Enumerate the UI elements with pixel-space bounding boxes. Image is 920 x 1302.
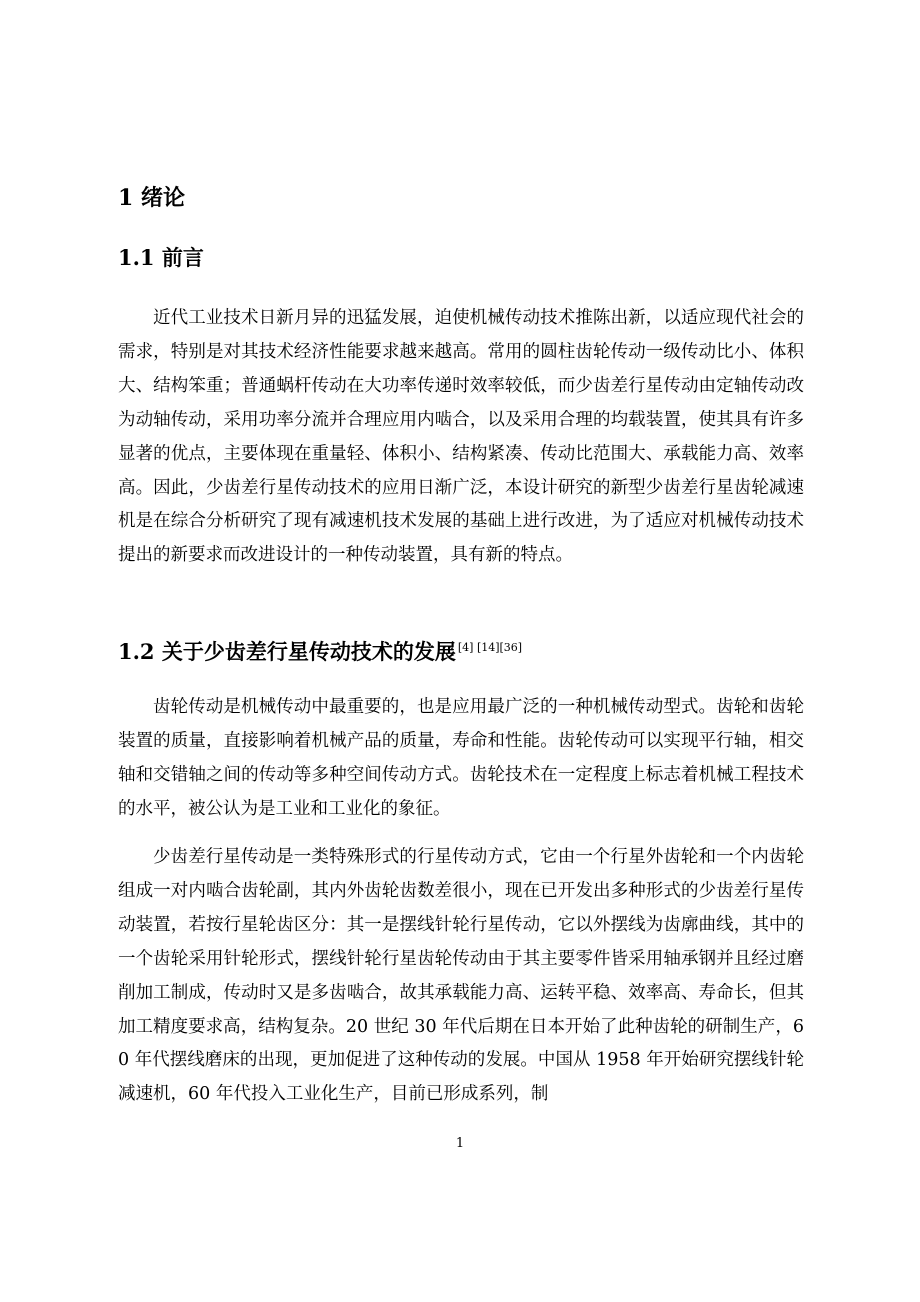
page-number: 1	[455, 1136, 465, 1151]
section-title-development	[118, 633, 522, 667]
body-paragraph: 近代工业技术日新月异的迅猛发展，迫使机械传动技术推陈出新，以适应现代社会的需求，特别是对其技术经济性能要求越来越高。常用的圆柱齿轮传动一级传动比小、体积大、结构笨重；普通蜗杆传动在大功率传递时效率较低，而少齿差行星传动由定轴传动改为动轴传动，采用功率分流并合理应用内啮合，以及采用合理的均载装置，使其具有许多显著的优点，主要体现在重量轻、体积小、结构紧凑、传动比范围大、承载能力高、效率高。因此，少齿差行星传动技术的应用日渐广泛，本设计研究的新型少齿差行星齿轮减速机是在综合分析研究了现有减速机技术发展的基础上进行改进，为了适应对机械传动技术提出的新要求而改进设计的一种传动装置，具有新的特点。	[118, 308, 804, 566]
body-paragraph: 少齿差行星传动是一类特殊形式的行星传动方式，它由一个行星外齿轮和一个内齿轮组成一对内啮合齿轮副，其内外齿轮齿数差很小，现在已开发出多种形式的少齿差行星传动装置，若按行星轮齿区分：其一是摆线针轮行星传动，它以外摆线为齿廓曲线，其中的一个齿轮采用针轮形式，摆线针轮行星齿轮传动由于其主要零件皆采用轴承钢并且经过磨削加工制成，传动时又是多齿啮合，故其承载能力高、运转平稳、效率高、寿命长，但其加工精度要求高，结构复杂。20 世纪 30 年代后期在日本开始了此种齿轮的研制生产，60 年代摆线磨床的出现，更加促进了这种传动的发展。中国从 1958 年开始研究摆线针轮减速机，60 年代投入工业化生产，目前已形成系列，制	[118, 847, 804, 1105]
citation-refs: [4] [14][36]	[457, 641, 523, 654]
section-title-preface	[118, 243, 204, 273]
chapter-title: 1 绪论	[118, 185, 185, 211]
section-title-text: 1.2 关于少齿差行星传动技术的发展	[118, 639, 456, 664]
body-paragraph: 齿轮传动是机械传动中最重要的，也是应用最广泛的一种机械传动型式。齿轮和齿轮装置的质量，直接影响着机械产品的质量，寿命和性能。齿轮传动可以实现平行轴，相交轴和交错轴之间的传动等多种空间传动方式。齿轮技术在一定程度上标志着机械工程技术的水平，被公认为是工业和工业化的象征。	[118, 697, 804, 819]
section-title-text: 1.1 前言	[118, 245, 204, 270]
